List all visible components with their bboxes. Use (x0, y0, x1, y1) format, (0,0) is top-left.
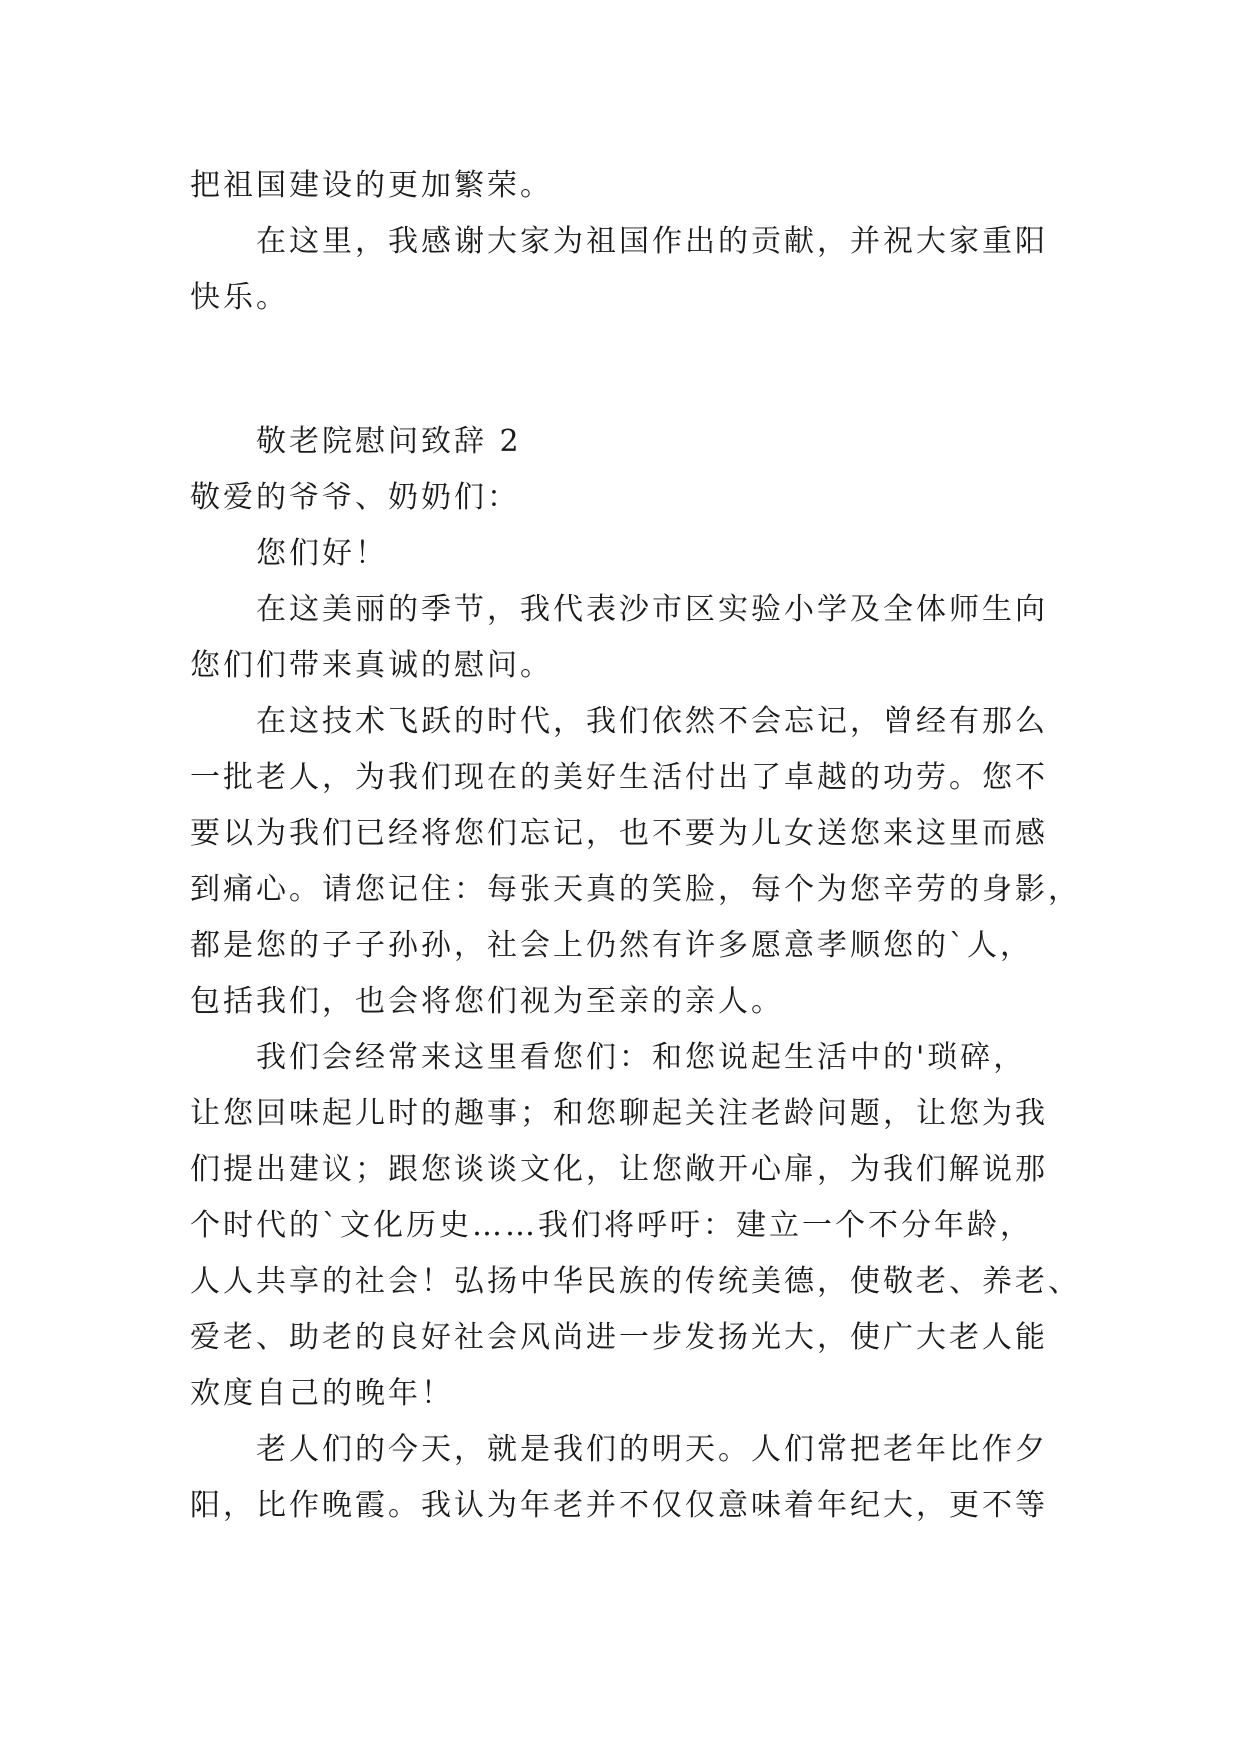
paragraph-line: 要以为我们已经将您们忘记，也不要为儿女送您来这里而感 (190, 816, 1048, 851)
paragraph-line: 快乐。 (190, 280, 289, 315)
paragraph-line: 您们们带来真诚的慰问。 (190, 648, 553, 683)
paragraph-line: 一批老人，为我们现在的美好生活付出了卓越的功劳。您不 (190, 760, 1048, 795)
paragraph-line: 都是您的子子孙孙，社会上仍然有许多愿意孝顺您的`人， (190, 928, 1033, 963)
paragraph-line: 爱老、助老的良好社会风尚进一步发扬光大，使广大老人能 (190, 1320, 1048, 1355)
section-title: 敬老院慰问致辞 2 (256, 424, 522, 459)
paragraph-line: 人人共享的社会！弘扬中华民族的传统美德，使敬老、养老、 (190, 1264, 1081, 1299)
document-body (190, 158, 1081, 1534)
paragraph-line: 让您回味起儿时的趣事；和您聊起关注老龄问题，让您为我 (190, 1096, 1048, 1131)
paragraph-line: 包括我们，也会将您们视为至亲的亲人。 (190, 984, 784, 1019)
paragraph-line: 们提出建议；跟您谈谈文化，让您敞开心扉，为我们解说那 (190, 1152, 1048, 1187)
paragraph-line: 在这里，我感谢大家为祖国作出的贡献，并祝大家重阳 (256, 224, 1048, 259)
paragraph-line: 到痛心。请您记住：每张天真的笑脸，每个为您辛劳的身影， (190, 872, 1081, 907)
paragraph-line: 欢度自己的晚年！ (190, 1376, 454, 1411)
paragraph-line: 把祖国建设的更加繁荣。 (190, 168, 553, 203)
section-gap (190, 326, 1052, 414)
paragraph-line: 阳，比作晚霞。我认为年老并不仅仅意味着年纪大，更不等 (190, 1488, 1048, 1523)
salutation: 敬爱的爷爷、奶奶们： (190, 480, 520, 515)
paragraph-line: 老人们的今天，就是我们的明天。人们常把老年比作夕 (256, 1432, 1048, 1467)
paragraph-line: 个时代的`文化历史……我们将呼吁：建立一个不分年龄， (190, 1208, 1033, 1243)
paragraph-line: 在这技术飞跃的时代，我们依然不会忘记，曾经有那么 (256, 704, 1048, 739)
paragraph-line: 在这美丽的季节，我代表沙市区实验小学及全体师生向 (256, 592, 1048, 627)
greeting: 您们好！ (256, 536, 388, 571)
paragraph-line: 我们会经常来这里看您们：和您说起生活中的'琐碎， (256, 1040, 1027, 1075)
